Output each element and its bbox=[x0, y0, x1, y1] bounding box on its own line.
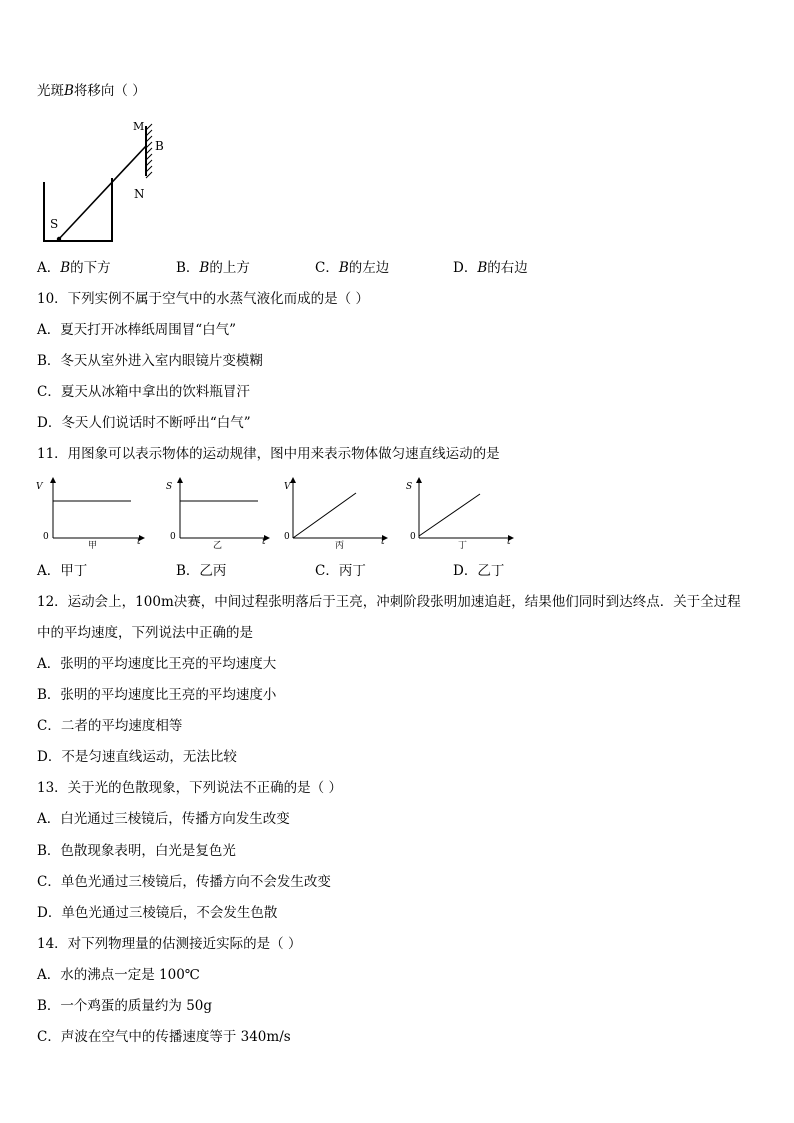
graph-bing-plot bbox=[293, 493, 356, 538]
label-b: B bbox=[155, 139, 164, 153]
container-outline bbox=[44, 178, 112, 241]
graph-jia bbox=[36, 480, 142, 551]
q12-option-b[interactable]: B．张明的平均速度比王亮的平均速度小 bbox=[37, 687, 277, 703]
graph-ding bbox=[406, 480, 511, 551]
q11-option-c[interactable]: C．丙丁 bbox=[315, 563, 366, 579]
q13-stem: 13．关于光的色散现象，下列说法不正确的是（ ） bbox=[37, 780, 342, 796]
q9-stem-prefix: 光斑 bbox=[37, 83, 64, 99]
q14-option-a[interactable]: A．水的沸点一定是 100℃ bbox=[37, 967, 200, 983]
q12-option-d[interactable]: D．不是匀速直线运动，无法比较 bbox=[37, 749, 237, 765]
q11-stem: 11．用图象可以表示物体的运动规律，图中用来表示物体做匀速直线运动的是 bbox=[37, 446, 500, 462]
q14-stem: 14．对下列物理量的估测接近实际的是（ ） bbox=[37, 936, 302, 952]
q9-stem bbox=[37, 82, 146, 100]
q9-stem-var: B bbox=[64, 83, 74, 99]
q9-option-c[interactable]: C．B的左边 bbox=[315, 260, 390, 276]
q11-option-d[interactable]: D．乙丁 bbox=[453, 563, 505, 579]
q12-stem-line2: 中的平均速度，下列说法中正确的是 bbox=[37, 625, 253, 641]
graph-jia-ylabel: V bbox=[36, 482, 43, 492]
graph-yi-ylabel: S bbox=[166, 482, 173, 492]
label-n: N bbox=[134, 187, 145, 201]
graph-yi-origin: 0 bbox=[170, 532, 176, 542]
q14-option-c[interactable]: C．声波在空气中的传播速度等于 340m/s bbox=[37, 1029, 291, 1045]
q9-option-d[interactable]: D．B的右边 bbox=[453, 260, 528, 276]
label-m: M bbox=[133, 120, 145, 133]
graph-bing-xlabel: t bbox=[381, 537, 385, 547]
q10-option-c[interactable]: C．夏天从冰箱中拿出的饮料瓶冒汗 bbox=[37, 384, 250, 400]
graph-ding-xlabel: t bbox=[507, 537, 511, 547]
graph-jia-origin: 0 bbox=[43, 532, 49, 542]
q10-option-b[interactable]: B．冬天从室外进入室内眼镜片变模糊 bbox=[37, 353, 263, 369]
q9-option-b[interactable]: B．B的上方 bbox=[176, 260, 250, 276]
q13-option-d[interactable]: D．单色光通过三棱镜后，不会发生色散 bbox=[37, 905, 278, 921]
graph-ding-origin: 0 bbox=[410, 532, 416, 542]
graph-bing-origin: 0 bbox=[284, 532, 290, 542]
q13-option-b[interactable]: B．色散现象表明，白光是复色光 bbox=[37, 843, 236, 859]
q9-option-a[interactable]: A．B的下方 bbox=[37, 260, 111, 276]
q10-stem: 10．下列实例不属于空气中的水蒸气液化而成的是（ ） bbox=[37, 291, 369, 307]
label-s: S bbox=[50, 217, 59, 231]
graph-bing-ylabel: V bbox=[284, 482, 291, 492]
graph-ding-ylabel: S bbox=[406, 482, 413, 492]
q12-option-c[interactable]: C．二者的平均速度相等 bbox=[37, 718, 183, 734]
q13-option-c[interactable]: C．单色光通过三棱镜后，传播方向不会发生改变 bbox=[37, 874, 331, 890]
graph-ding-plot bbox=[419, 494, 480, 536]
graph-ding-caption: 丁 bbox=[458, 541, 468, 551]
q9-mirror-figure bbox=[36, 116, 176, 246]
graph-jia-caption: 甲 bbox=[88, 541, 98, 551]
graph-yi-caption: 乙 bbox=[213, 541, 223, 551]
q11-option-b[interactable]: B．乙丙 bbox=[176, 563, 227, 579]
q13-option-a[interactable]: A．白光通过三棱镜后，传播方向发生改变 bbox=[37, 811, 290, 827]
q12-stem-line1: 12．运动会上，100m决赛，中间过程张明落后于王亮，冲刺阶段张明加速追赶，结果他们同时到达终点．关于全过程 bbox=[37, 594, 741, 610]
graph-jia-xlabel: t bbox=[137, 537, 141, 547]
graph-yi-xlabel: t bbox=[262, 537, 266, 547]
graph-bing bbox=[284, 480, 385, 551]
graph-bing-caption: 丙 bbox=[335, 541, 345, 551]
q10-option-a[interactable]: A．夏天打开冰棒纸周围冒“白气” bbox=[37, 322, 237, 338]
source-point bbox=[57, 237, 61, 241]
q11-graphs bbox=[30, 476, 530, 552]
q14-option-b[interactable]: B．一个鸡蛋的质量约为 50g bbox=[37, 998, 213, 1014]
q12-option-a[interactable]: A．张明的平均速度比王亮的平均速度大 bbox=[37, 656, 277, 672]
light-ray bbox=[58, 146, 146, 240]
q11-option-a[interactable]: A．甲丁 bbox=[37, 563, 88, 579]
graph-yi bbox=[166, 480, 267, 551]
q9-stem-suffix: 将移向（ ） bbox=[73, 83, 146, 99]
q10-option-d[interactable]: D．冬天人们说话时不断呼出“白气” bbox=[37, 415, 251, 431]
